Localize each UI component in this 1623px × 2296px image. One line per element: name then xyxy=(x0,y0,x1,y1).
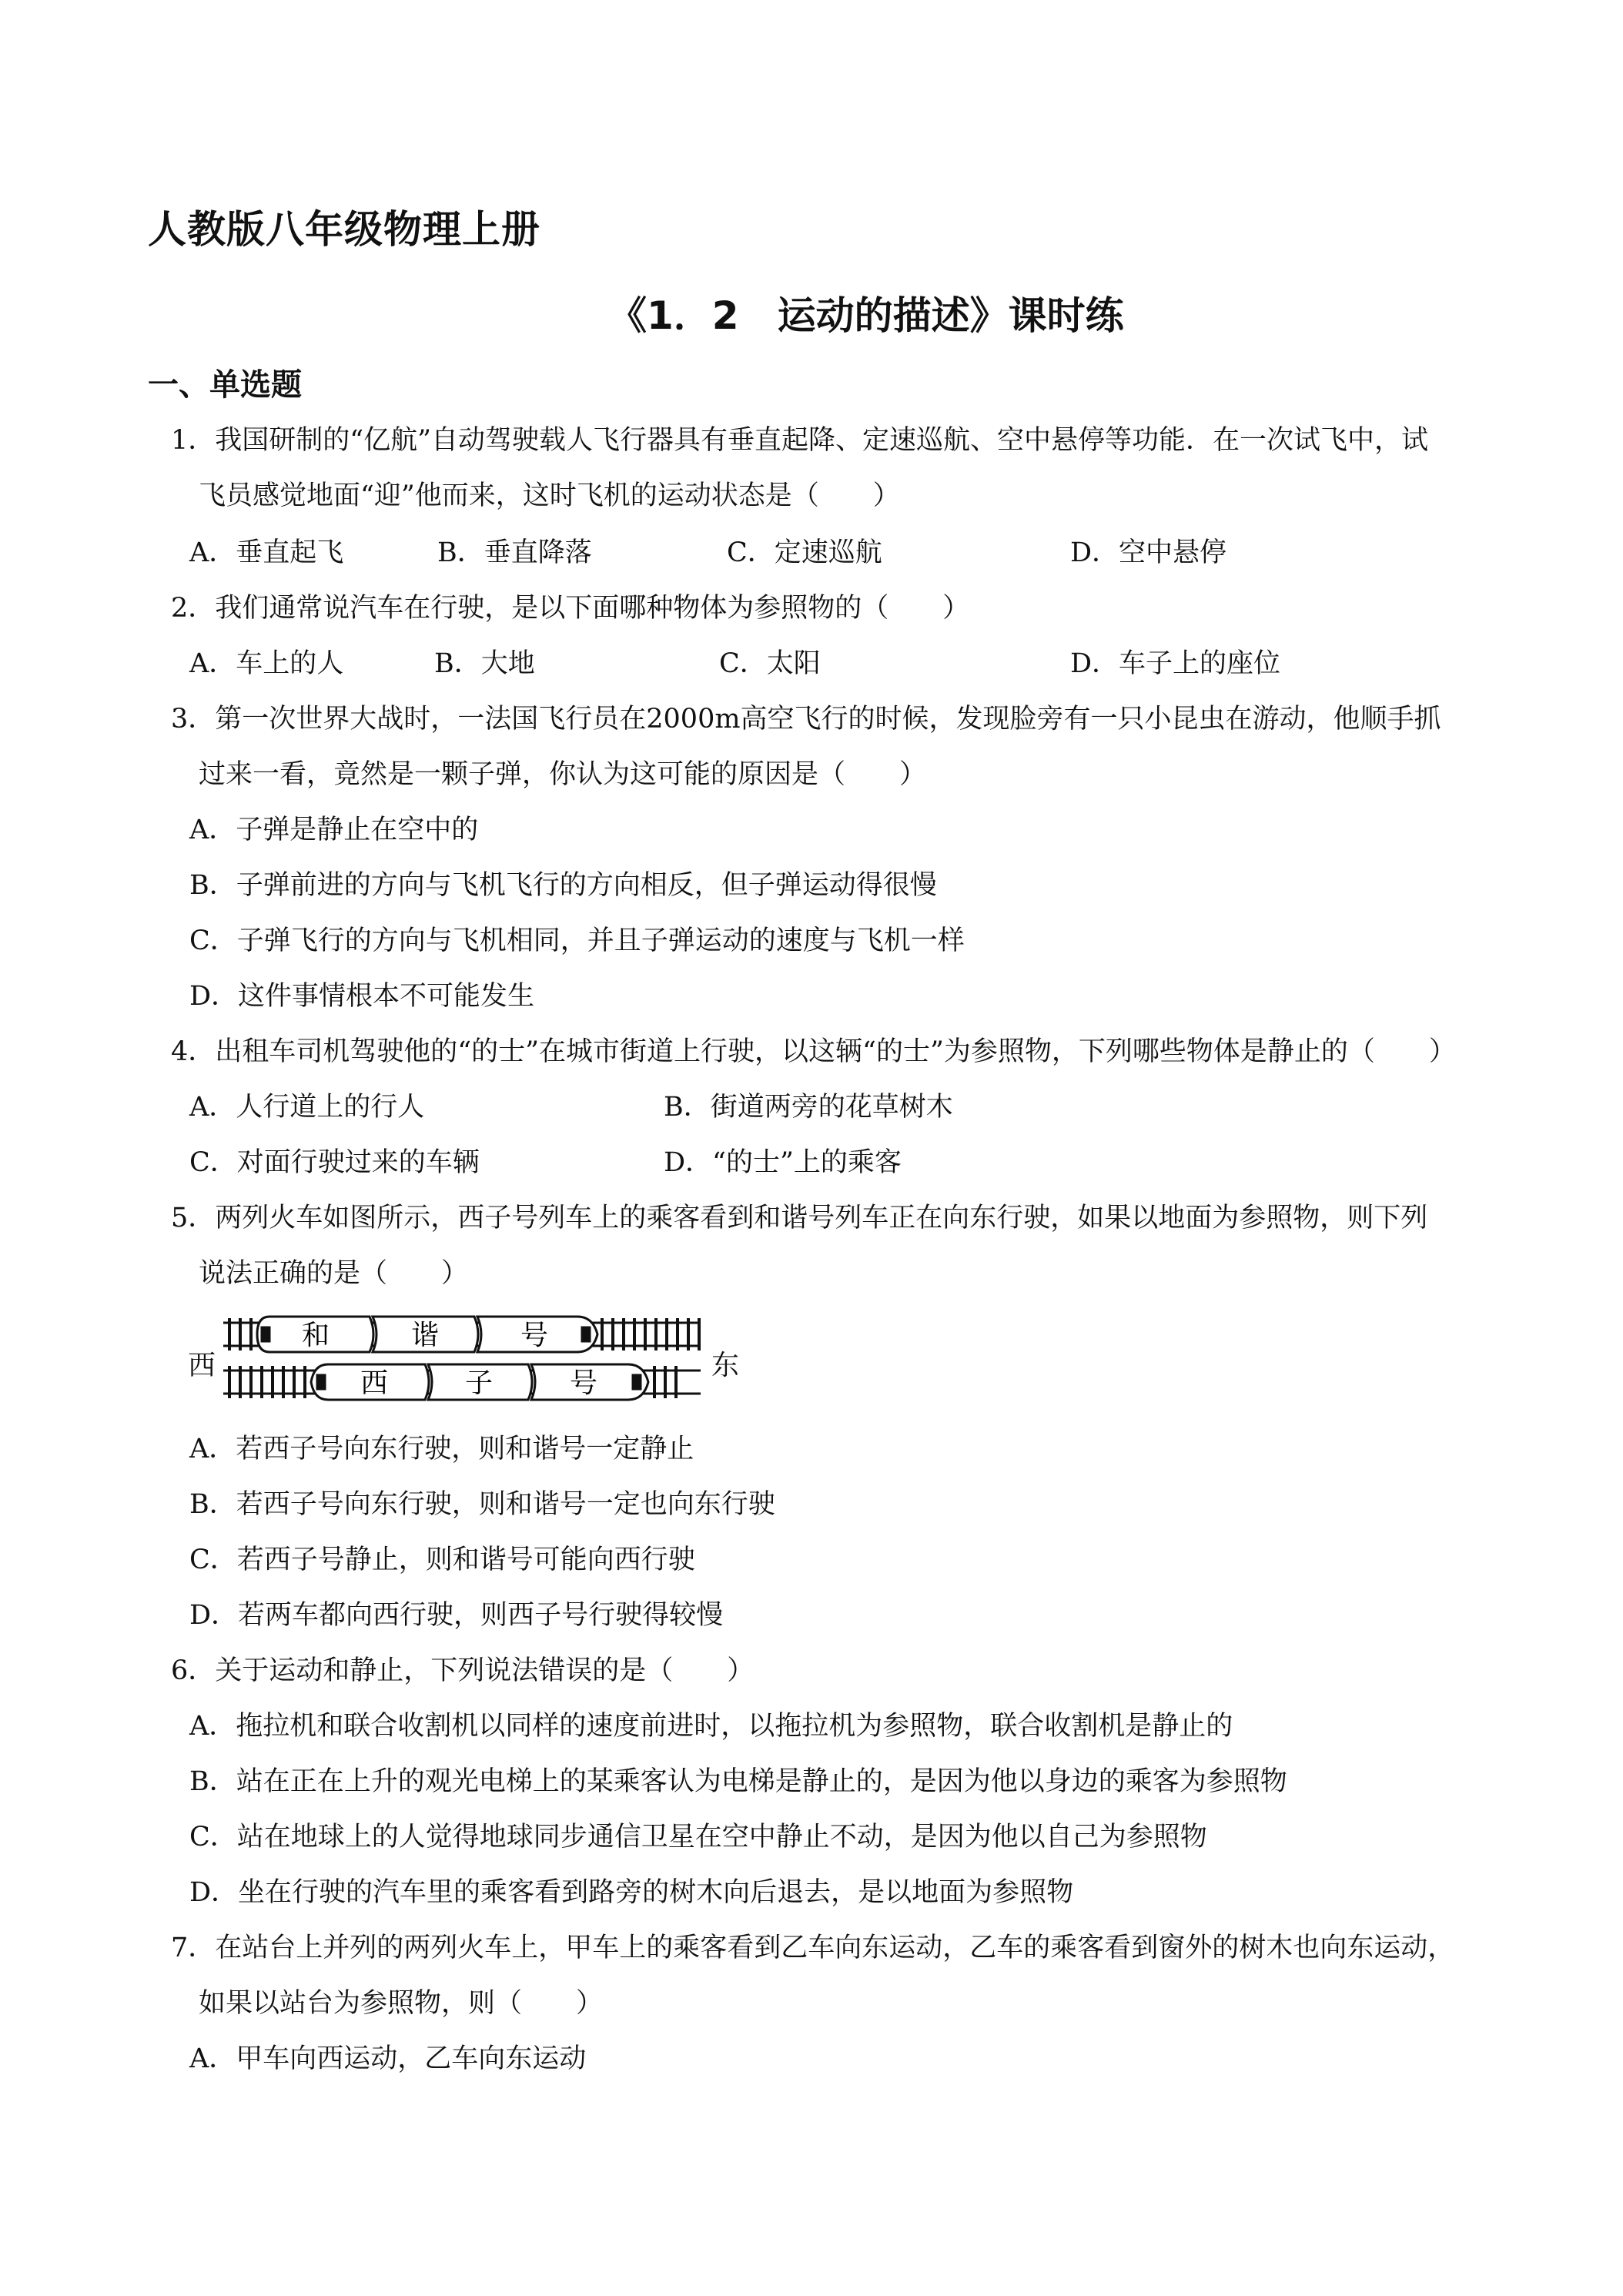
train-hexie-char-2: 谐 xyxy=(410,1320,440,1351)
question-3-option-a: A．子弹是静止在空中的 xyxy=(189,815,479,845)
question-6-option-a: A．拖拉机和联合收割机以同样的速度前进时，以拖拉机为参照物，联合收割机是静止的 xyxy=(189,1711,1233,1742)
question-7-line-2: 如果以站台为参照物，则（ ） xyxy=(199,1988,604,2019)
question-5-option-c: C．若西子号静止，则和谐号可能向西行驶 xyxy=(189,1545,695,1575)
question-3-option-c: C．子弹飞行的方向与飞机相同，并且子弹运动的速度与飞机一样 xyxy=(189,925,965,956)
diagram-east-label: 东 xyxy=(711,1350,740,1381)
question-3-option-b: B．子弹前进的方向与飞机飞行的方向相反，但子弹运动得很慢 xyxy=(189,870,937,901)
question-2-option-a: A．车上的人 xyxy=(189,648,344,679)
document-subtitle: 《1．2 运动的描述》课时练 xyxy=(608,293,1124,338)
question-5-option-b: B．若西子号向东行驶，则和谐号一定也向东行驶 xyxy=(189,1489,775,1520)
question-1-line-2: 飞员感觉地面“迎”他而来，这时飞机的运动状态是（ ） xyxy=(199,480,900,511)
question-1-option-c: C．定速巡航 xyxy=(727,537,882,568)
question-6-option-c: C．站在地球上的人觉得地球同步通信卫星在空中静止不动，是因为他以自己为参照物 xyxy=(189,1822,1207,1853)
question-4-line-1: 4．出租车司机驾驶他的“的士”在城市街道上行驶，以这辆“的士”为参照物，下列哪些物体是静止的（ ） xyxy=(171,1036,1456,1067)
train-xizi-char-1: 西 xyxy=(360,1367,389,1399)
train-hexie-char-3: 号 xyxy=(520,1320,549,1351)
question-5-option-a: A．若西子号向东行驶，则和谐号一定静止 xyxy=(189,1434,694,1464)
question-1-option-d: D．空中悬停 xyxy=(1070,537,1227,568)
question-2-option-b: B．大地 xyxy=(434,648,535,679)
question-6-line-1: 6．关于运动和静止，下列说法错误的是（ ） xyxy=(171,1655,755,1686)
question-1-line-1: 1．我国研制的“亿航”自动驾驶载人飞行器具有垂直起降、定速巡航、空中悬停等功能．在一次试飞中，试 xyxy=(171,425,1429,456)
question-7-option-a: A．甲车向西运动，乙车向东运动 xyxy=(189,2043,587,2074)
question-5-option-d: D．若两车都向西行驶，则西子号行驶得较慢 xyxy=(189,1600,724,1631)
diagram-west-label: 西 xyxy=(188,1350,216,1381)
question-4-option-d: D．“的士”上的乘客 xyxy=(664,1147,902,1178)
question-3-line-2: 过来一看，竟然是一颗子弹，你认为这可能的原因是（ ） xyxy=(199,759,927,790)
section-title: 一、单选题 xyxy=(148,367,302,403)
document-title: 人教版八年级物理上册 xyxy=(148,207,540,252)
question-2-line-1: 2．我们通常说汽车在行驶，是以下面哪种物体为参照物的（ ） xyxy=(171,593,970,624)
question-6-option-b: B．站在正在上升的观光电梯上的某乘客认为电梯是静止的，是因为他以身边的乘客为参照物 xyxy=(189,1766,1287,1797)
train-xizi-char-2: 子 xyxy=(464,1367,494,1399)
question-4-option-a: A．人行道上的行人 xyxy=(189,1092,425,1123)
question-6-option-d: D．坐在行驶的汽车里的乘客看到路旁的树木向后退去，是以地面为参照物 xyxy=(189,1877,1074,1908)
question-7-line-1: 7．在站台上并列的两列火车上，甲车上的乘客看到乙车向东运动，乙车的乘客看到窗外的树木也向东运动， xyxy=(171,1933,1455,1963)
question-5-line-2: 说法正确的是（ ） xyxy=(199,1258,469,1289)
train-diagram xyxy=(223,1309,716,1417)
question-4-option-b: B．街道两旁的花草树木 xyxy=(664,1092,953,1123)
question-3-option-d: D．这件事情根本不可能发生 xyxy=(189,981,535,1012)
question-1-option-b: B．垂直降落 xyxy=(437,537,592,568)
question-3-line-1: 3．第一次世界大战时，一法国飞行员在2000m高空飞行的时候，发现脸旁有一只小昆虫在游动，他顺手抓 xyxy=(171,704,1441,735)
question-5-line-1: 5．两列火车如图所示，西子号列车上的乘客看到和谐号列车正在向东行驶，如果以地面为参照物，则下列 xyxy=(171,1203,1428,1233)
question-4-option-c: C．对面行驶过来的车辆 xyxy=(189,1147,480,1178)
train-hexie-char-1: 和 xyxy=(301,1320,330,1351)
question-2-option-c: C．太阳 xyxy=(719,648,821,679)
question-2-option-d: D．车子上的座位 xyxy=(1070,648,1281,679)
question-1-option-a: A．垂直起飞 xyxy=(189,537,344,568)
train-xizi-char-3: 号 xyxy=(569,1367,598,1399)
